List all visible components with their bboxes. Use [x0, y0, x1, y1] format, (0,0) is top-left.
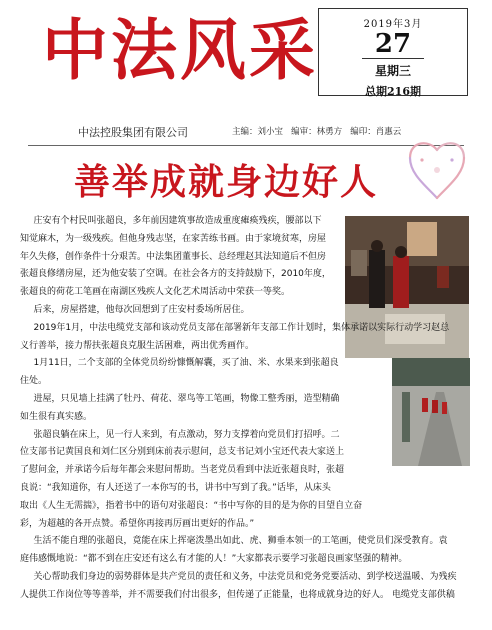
- article-line: 庭伟感慨地说：“都不到在庄安还有这么有才能的人！”大家都表示要学习张超良画家坚强的精神。: [20, 554, 408, 565]
- company-name: 中法控股集团有限公司: [78, 126, 188, 139]
- issue-weekday: 星期三: [374, 64, 411, 78]
- article-line: 取出《人生无需揣》，指着书中的语句对张超良：“书中写你的目的是为你的目望自立奋: [20, 500, 363, 511]
- article-line: 知觉麻木，为一级残疾。但他身残志坚，在家苦练书画。由于家境贫寒，房屋: [20, 233, 327, 244]
- article-line: 义行善举，接力帮扶张超良克服生活困难，两出优秀画作。: [20, 340, 255, 351]
- article-line: 人提供工作岗位等等善举，并不需要我们付出很多，但传递了正能量，也将成就身边的好人。 电缆党支部供稿: [20, 589, 455, 600]
- article-line: 张超良躺在床上，见一行人来到，有点激动，努力支撑着向党员们打招呼。二: [33, 429, 340, 440]
- article-line: 位支部书记黄国良和刘仁区分别到床前表示慰问，总支书记刘小宝还代表大家送上: [20, 447, 345, 458]
- article-line: 2019年1月，中法电缆党支部和该动党员支部在部署新年支部工作计划时，集体承诺以实际行动学习赵总: [33, 322, 450, 333]
- article-line: 后来，房屋搭建，他每次回想到了庄安村委场所居住。: [33, 305, 250, 315]
- heart-ornament-icon: [402, 138, 472, 206]
- article-line: 关心帮助我们身边的弱势群体是共产党员的责任和义务，中法党员和党务党要活动、到学校送温暖、为残疾: [33, 572, 457, 582]
- newsletter-title: 中法风采: [42, 11, 318, 89]
- issue-year-month: 2019年3月: [363, 19, 423, 30]
- article-line: 庄安有个村民叫张超良，多年前因建筑事故造成重度瘫痪残疾，腰部以下: [33, 216, 322, 226]
- article-line: 张超良修缮房屋，还为他安装了空调。在社会各方的支持鼓励下，2010年度，: [20, 269, 331, 280]
- article-line: 进屋，只见墙上挂满了牡丹、荷花、翠鸟等工笔画，物像工整秀丽，造型精确: [33, 394, 340, 404]
- article-line: 1月11日，二个支部的全体党员纷纷慷慨解囊，买了油、米、水果来到张超良: [33, 358, 339, 369]
- issue-date-box: [318, 8, 468, 96]
- article-line: 住处。: [20, 376, 48, 387]
- article-line: 生活不能自理的张超良，竟能在床上挥毫泼墨出如此、虎、狮垂本领一的工笔画，使党员们深受教育。袁: [33, 536, 448, 547]
- header-divider: [28, 145, 464, 146]
- article-line: 良说：“我知道你，有人还送了一本你写的书，讲书中写到了我。”话毕，从床头: [20, 483, 331, 493]
- article-headline: 善举成就身边好人: [74, 161, 379, 203]
- issue-number: 总期216期: [365, 85, 421, 98]
- issue-day: 27: [374, 29, 412, 59]
- article-line: 年久失修，创作条件十分艰苦。中法集团董事长、总经理赵其法知道后不但房: [20, 251, 327, 262]
- article-line: 张超良的荷花工笔画在南湖区残疾人文化艺术周活动中荣获一等奖。: [20, 287, 291, 298]
- article-line: 如生很有真实感。: [20, 411, 93, 422]
- editorial-staff: 主编：刘小宝 编审：林勇方 编印：肖惠云: [232, 127, 402, 137]
- article-line: 彩，为超越的各开点赞。希望你再接再厉画出更好的作品。”: [20, 518, 255, 529]
- article-line: 了慰问金，并承诺今后每年都会来慰问帮助。当老党员看到中法近张超良时，张超: [20, 465, 345, 476]
- photo-village-path: [392, 358, 470, 466]
